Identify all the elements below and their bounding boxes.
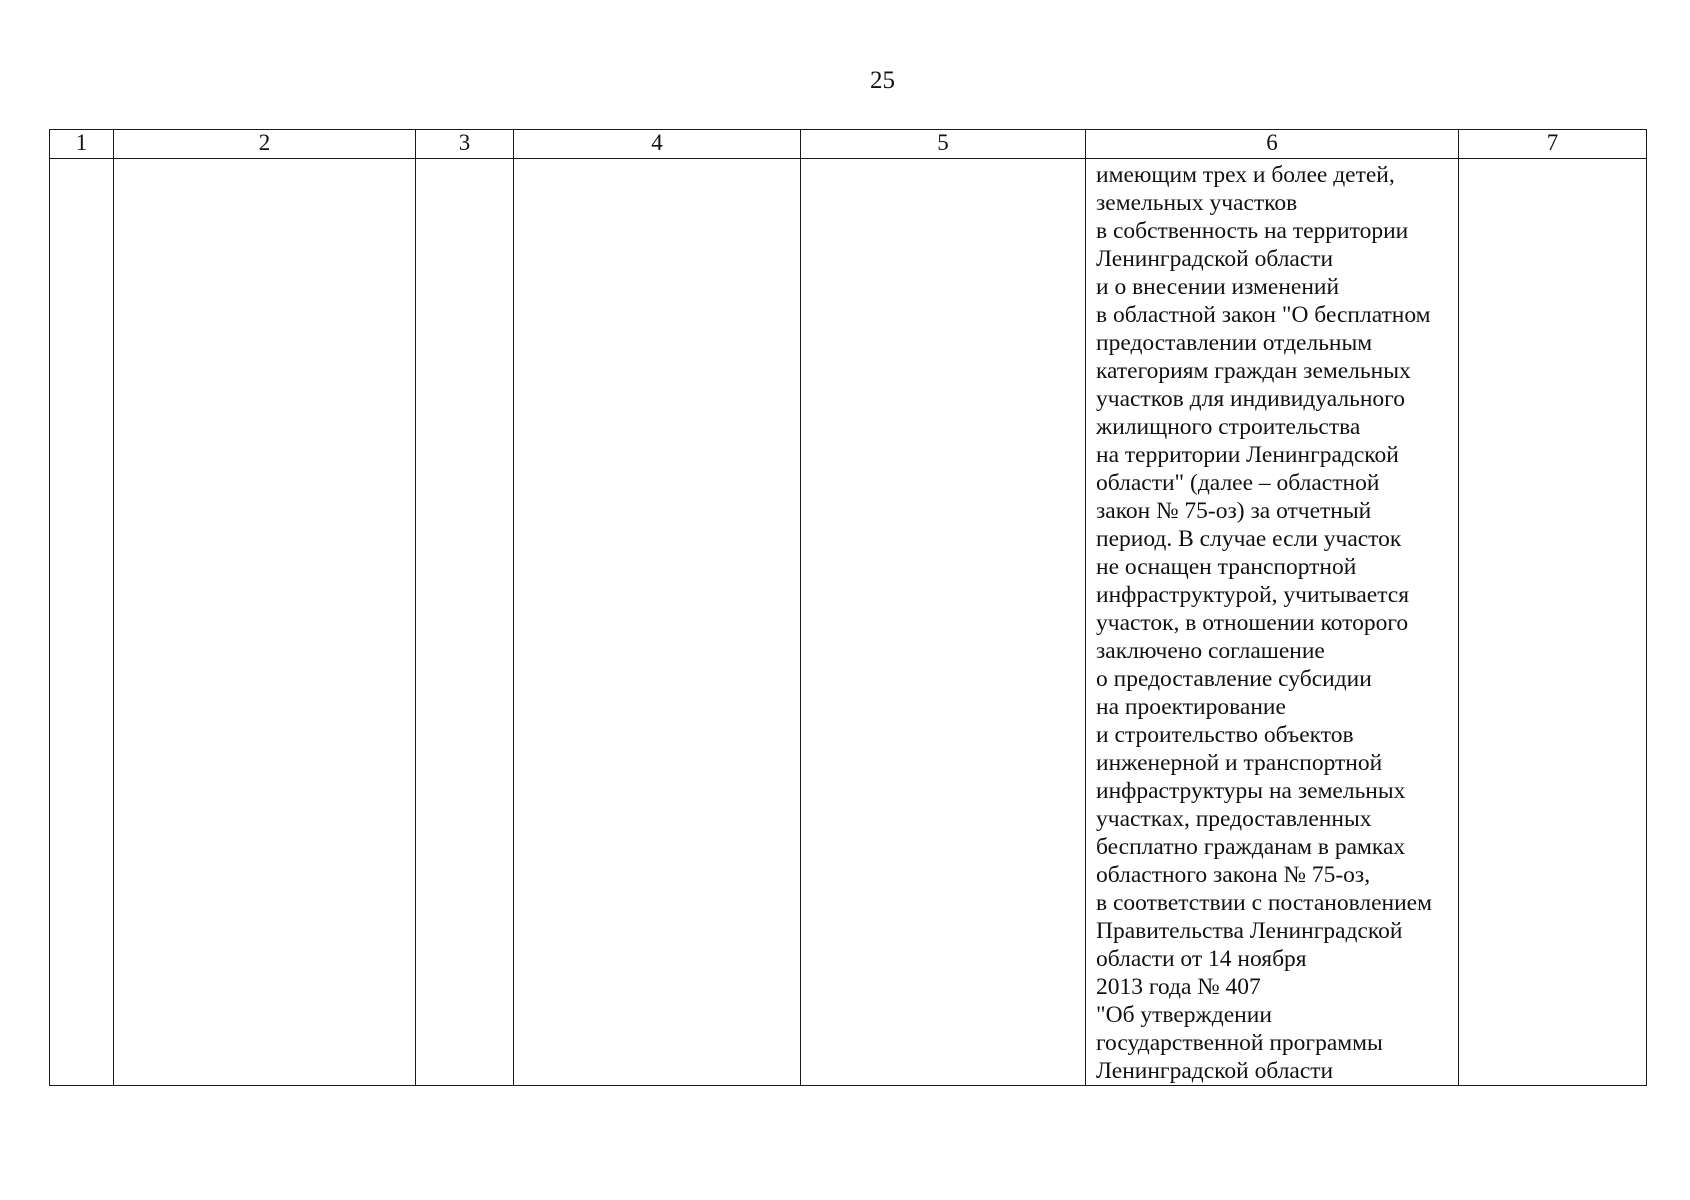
text-line: областного закона № 75-оз, <box>1096 862 1371 888</box>
table-row <box>50 159 1647 1086</box>
text-line: "Об утверждении <box>1096 1002 1272 1028</box>
text-line: Ленинградской области <box>1096 1058 1334 1084</box>
text-line: земельных участков <box>1096 190 1298 216</box>
text-line: инфраструктуры на земельных <box>1096 778 1406 804</box>
text-line: предоставлении отдельным <box>1096 330 1373 356</box>
cell-col3 <box>416 159 514 1086</box>
text-line: участках, предоставленных <box>1096 806 1372 832</box>
document-table <box>49 129 1647 1086</box>
column-header-6: 6 <box>1086 130 1459 159</box>
text-line: на территории Ленинградской <box>1096 442 1399 468</box>
text-line: государственной программы <box>1096 1030 1383 1056</box>
cell-col6 <box>1086 159 1459 1086</box>
cell-col7 <box>1459 159 1647 1086</box>
text-line: в собственность на территории <box>1096 218 1409 244</box>
text-line: закон № 75-оз) за отчетный <box>1096 498 1372 524</box>
column-header-3: 3 <box>416 130 514 159</box>
text-line: Ленинградской области <box>1096 246 1334 272</box>
text-line: инфраструктурой, учитывается <box>1096 582 1410 608</box>
header-row <box>50 130 1647 159</box>
text-line: о предоставление субсидии <box>1096 666 1372 692</box>
text-line: участок, в отношении которого <box>1096 610 1409 636</box>
text-line: участков для индивидуального <box>1096 386 1405 412</box>
text-line: категориям граждан земельных <box>1096 358 1411 384</box>
text-line: 2013 года № 407 <box>1096 974 1261 1000</box>
column-header-1: 1 <box>50 130 114 159</box>
text-line: бесплатно гражданам в рамках <box>1096 834 1406 860</box>
text-line: и о внесении изменений <box>1096 274 1340 300</box>
text-line: в областной закон "О бесплатном <box>1096 302 1431 328</box>
column-header-7: 7 <box>1459 130 1647 159</box>
text-line: заключено соглашение <box>1096 638 1325 664</box>
text-line: инженерной и транспортной <box>1096 750 1383 776</box>
column-header-4: 4 <box>514 130 801 159</box>
page-number: 25 <box>870 67 895 94</box>
text-line: области от 14 ноября <box>1096 946 1307 972</box>
text-line: жилищного строительства <box>1096 414 1361 440</box>
cell-col6-text <box>1086 159 1458 1085</box>
text-line: области" (далее – областной <box>1096 470 1380 496</box>
column-header-5: 5 <box>801 130 1086 159</box>
column-header-2: 2 <box>114 130 416 159</box>
text-line: не оснащен транспортной <box>1096 554 1357 580</box>
text-line: период. В случае если участок <box>1096 526 1402 552</box>
text-line: на проектирование <box>1096 694 1286 720</box>
text-line: и строительство объектов <box>1096 722 1354 748</box>
text-line: имеющим трех и более детей, <box>1096 162 1395 188</box>
text-line: Правительства Ленинградской <box>1096 918 1403 944</box>
cell-col1 <box>50 159 114 1086</box>
cell-col5 <box>801 159 1086 1086</box>
cell-col4 <box>514 159 801 1086</box>
cell-col2 <box>114 159 416 1086</box>
text-line: в соответствии с постановлением <box>1096 890 1432 916</box>
